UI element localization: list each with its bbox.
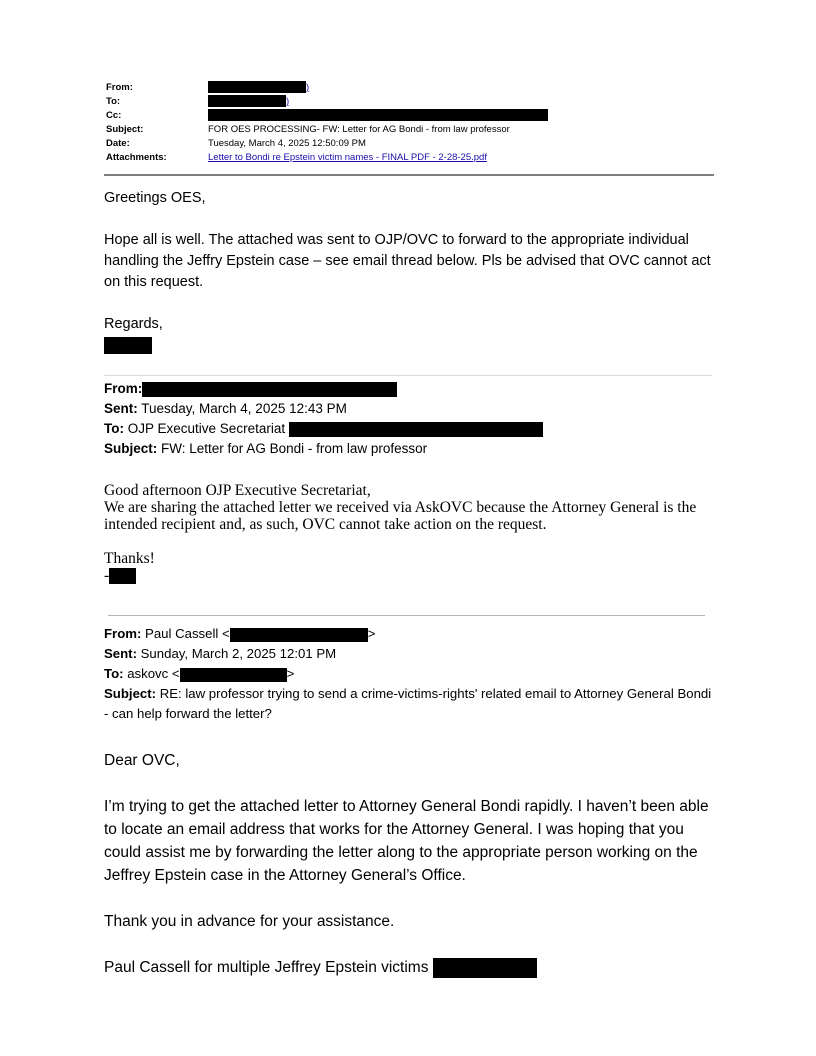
redaction-bar bbox=[208, 109, 548, 121]
message2-subject-row bbox=[104, 439, 427, 459]
message1-paragraph: Hope all is well. The attached was sent to OJP/OVC to forward to the appropriate individual handling the Jeffry Epstein case – see email thread below. Pls be advised that OVC cannot act on this request. bbox=[104, 232, 711, 290]
message2-signoff bbox=[104, 567, 724, 584]
header-subject-value: FOR OES PROCESSING- FW: Letter for AG Bondi - from law professor bbox=[208, 124, 510, 135]
message2-sent-label: Sent: bbox=[104, 401, 138, 416]
message3-sent-label: Sent: bbox=[104, 646, 137, 661]
message3-to-row bbox=[104, 664, 714, 684]
header-divider bbox=[104, 174, 714, 176]
header-attachments-label: Attachments: bbox=[106, 152, 167, 163]
attachment-link[interactable]: Letter to Bondi re Epstein victim names - FINAL PDF - 2-28-25.pdf bbox=[208, 152, 487, 163]
message3-from-label: From: bbox=[104, 626, 142, 641]
header-from-label: From: bbox=[106, 82, 133, 93]
message3-to-close: > bbox=[286, 666, 295, 681]
header-to-link[interactable]: ) bbox=[286, 96, 290, 107]
message3-to-label: To: bbox=[104, 666, 124, 681]
header-date-label: Date: bbox=[106, 138, 130, 149]
message2-to-row bbox=[104, 419, 543, 439]
header-from-value bbox=[208, 81, 309, 95]
message3-subject-label: Subject: bbox=[104, 686, 157, 701]
header-subject-label: Subject: bbox=[106, 124, 144, 135]
message3-subject-row bbox=[104, 684, 714, 724]
signature-redaction bbox=[104, 337, 152, 354]
message1-greeting: Greetings OES, bbox=[104, 190, 206, 206]
message3-subject-value: RE: law professor trying to send a crime-victims-rights' related email to Attorney General Bondi - can help forward the letter? bbox=[104, 686, 712, 721]
message3-to-name: askovc < bbox=[127, 666, 180, 681]
message2-from-label: From: bbox=[104, 381, 143, 396]
header-date-value: Tuesday, March 4, 2025 12:50:09 PM bbox=[208, 138, 366, 149]
message3-from-close: > bbox=[367, 626, 376, 641]
header-to-value bbox=[208, 95, 289, 109]
message1-closing: Regards, bbox=[104, 316, 163, 332]
header-attachments-value bbox=[208, 151, 487, 165]
message3-from-name: Paul Cassell < bbox=[145, 626, 230, 641]
message3-thanks: Thank you in advance for your assistance. bbox=[104, 913, 395, 930]
message2-sent-value: Tuesday, March 4, 2025 12:43 PM bbox=[141, 401, 347, 416]
redaction-bar bbox=[142, 382, 397, 397]
message2-subject-label: Subject: bbox=[104, 441, 158, 456]
message2-dash: - bbox=[104, 567, 110, 584]
message3-from-row bbox=[104, 624, 714, 644]
message2-subject-value: FW: Letter for AG Bondi - from law professor bbox=[161, 441, 428, 456]
message3-signature bbox=[104, 956, 724, 979]
redaction-bar bbox=[230, 628, 368, 642]
redaction-bar bbox=[109, 568, 136, 584]
message2-paragraph: We are sharing the attached letter we received via AskOVC because the Attorney General is the intended recipient and, as such, OVC cannot take action on the request. bbox=[104, 499, 697, 533]
redaction-bar bbox=[208, 81, 306, 93]
message2-to-value: OJP Executive Secretariat bbox=[127, 421, 286, 436]
header-from-link[interactable]: ) bbox=[306, 82, 310, 93]
message3-greeting: Dear OVC, bbox=[104, 752, 180, 769]
redaction-bar bbox=[180, 668, 287, 682]
message2-sent-row bbox=[104, 399, 347, 419]
message-divider bbox=[104, 375, 712, 376]
header-to-label: To: bbox=[106, 96, 121, 107]
message2-to-label: To: bbox=[104, 421, 124, 436]
message2-from-row bbox=[104, 379, 397, 399]
message2-thanks: Thanks! bbox=[104, 550, 155, 567]
redaction-bar bbox=[208, 95, 286, 107]
message-divider bbox=[108, 615, 705, 616]
message3-paragraph: I’m trying to get the attached letter to Attorney General Bondi rapidly. I haven’t been able to locate an email address that works for the Attorney General. I was hoping that you could assist me by forwarding the letter along to the appropriate person working on the Jeffrey Epstein case in the Attorney General’s Office. bbox=[104, 798, 709, 884]
message3-sent-row bbox=[104, 644, 714, 664]
message3-sent-value: Sunday, March 2, 2025 12:01 PM bbox=[140, 646, 337, 661]
message2-greeting: Good afternoon OJP Executive Secretariat, bbox=[104, 482, 371, 499]
redaction-bar bbox=[433, 958, 537, 978]
header-cc-value bbox=[208, 109, 548, 123]
redaction-bar bbox=[289, 422, 543, 437]
message3-signature-text: Paul Cassell for multiple Jeffrey Epstein victims bbox=[104, 959, 429, 976]
header-cc-label: Cc: bbox=[106, 110, 122, 121]
